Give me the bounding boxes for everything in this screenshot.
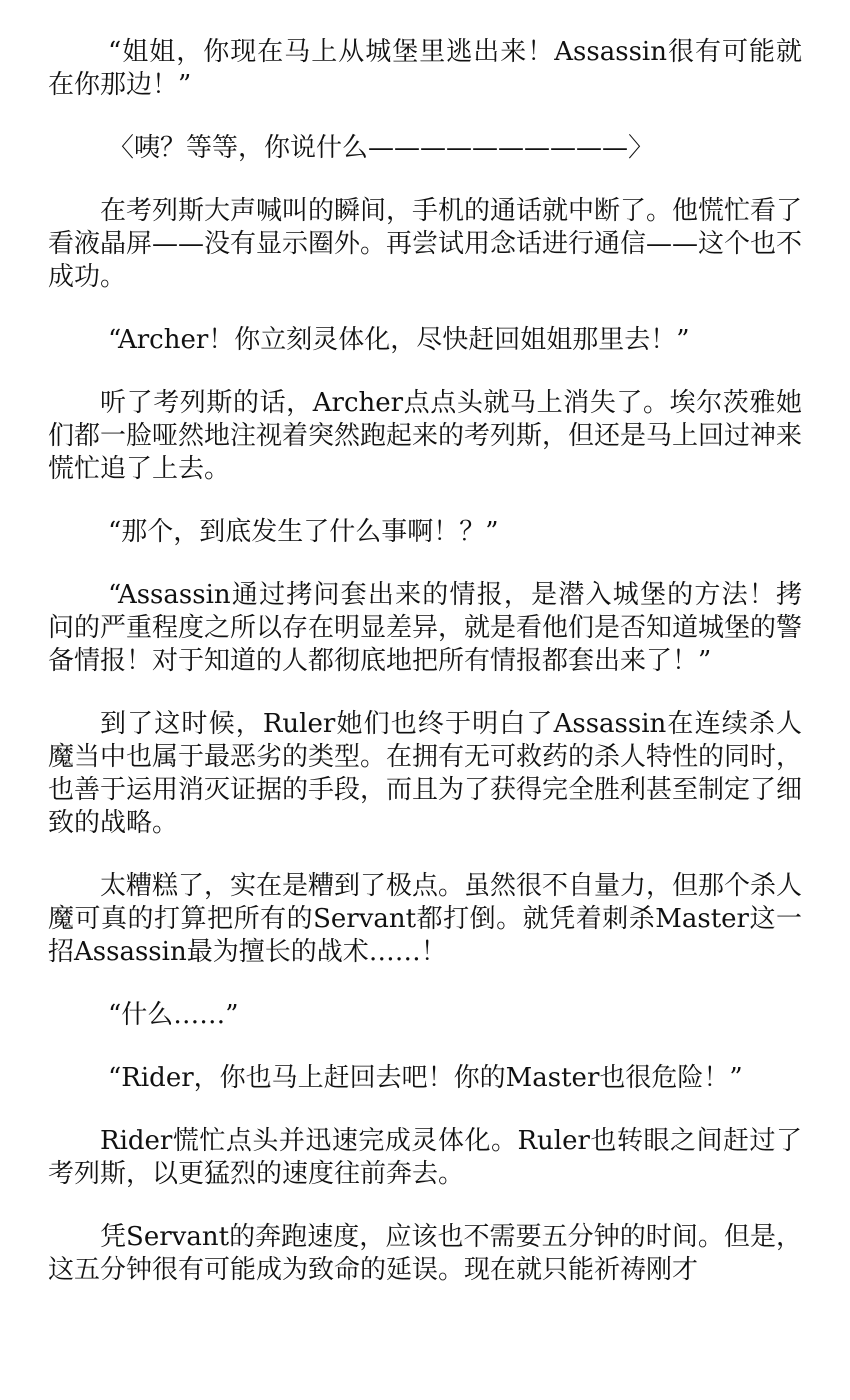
paragraph-dialogue: “Archer！你立刻灵体化，尽快赶回姐姐那里去！” xyxy=(108,325,690,355)
paragraph-narration: 太糟糕了，实在是糟到了极点。虽然很不自量力，但那个杀人魔可真的打算把所有的Servant都打倒。就凭着刺杀Master这一招Assassin最为擅长的战术……！ xyxy=(48,871,803,967)
paragraph-dialogue: “姐姐，你现在马上从城堡里逃出来！Assassin很有可能就在你那边！” xyxy=(48,37,802,100)
paragraph-narration: 在考列斯大声喊叫的瞬间，手机的通话就中断了。他慌忙看了看液晶屏——没有显示圈外。再尝试用念话进行通信——这个也不成功。 xyxy=(48,196,803,292)
paragraph-narration: 到了这时候，Ruler她们也终于明白了Assassin在连续杀人魔当中也属于最恶劣的类型。在拥有无可救药的杀人特性的同时，也善于运用消灭证据的手段，而且为了获得完全胜利甚至制定了细致的战略。 xyxy=(48,709,803,838)
paragraph-narration: Rider慌忙点头并迅速完成灵体化。Ruler也转眼之间赶过了考列斯，以更猛烈的速度往前奔去。 xyxy=(48,1126,802,1189)
paragraph-phone-voice: 〈咦？等等，你说什么——————————〉 xyxy=(108,133,655,163)
paragraph-dialogue: “那个，到底发生了什么事啊！？” xyxy=(108,517,499,547)
paragraph-dialogue: “Rider，你也马上赶回去吧！你的Master也很危险！” xyxy=(108,1063,743,1093)
paragraph-dialogue: “Assassin通过拷问套出来的情报，是潜入城堡的方法！拷问的严重程度之所以存在明显差异，就是看他们是否知道城堡的警备情报！对于知道的人都彻底地把所有情报都套出来了！” xyxy=(48,580,803,676)
paragraph-narration: 凭Servant的奔跑速度，应该也不需要五分钟的时间。但是，这五分钟很有可能成为致命的延误。现在就只能祈祷刚才 xyxy=(48,1222,802,1285)
paragraph-dialogue: “什么……” xyxy=(108,1000,239,1030)
paragraph-narration: 听了考列斯的话，Archer点点头就马上消失了。埃尔茨雅她们都一脸哑然地注视着突然跑起来的考列斯，但还是马上回过神来慌忙追了上去。 xyxy=(48,388,803,484)
